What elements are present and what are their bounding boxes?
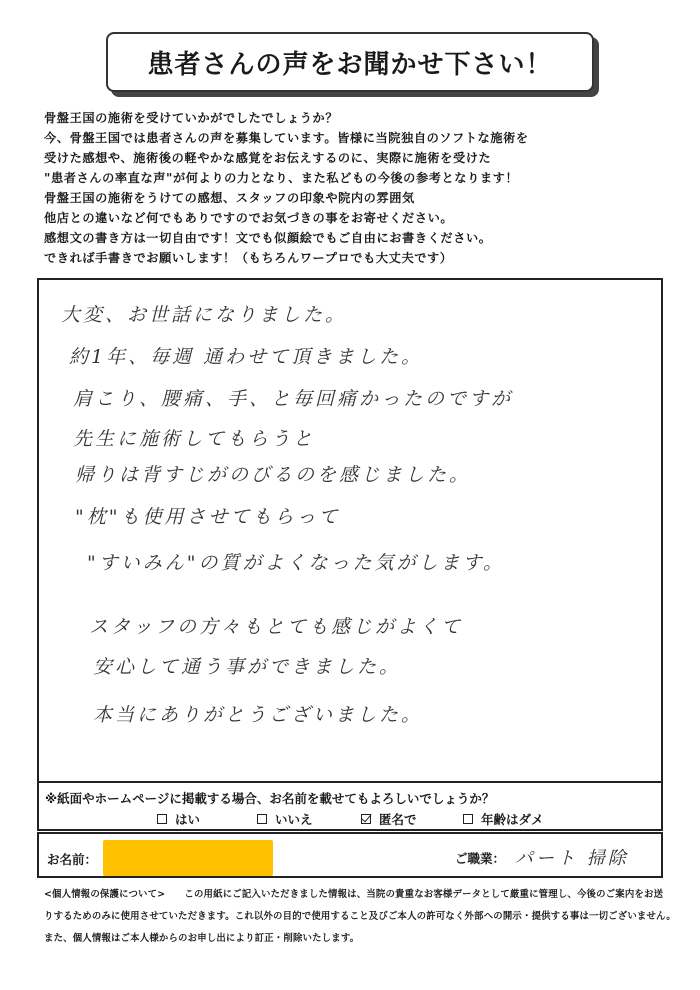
name-redaction [103,840,273,876]
privacy-line: りするためのみに使用させていただきます。これ以外の目的で使用すること及びご本人の許可なく外部への開示・提供する事は一切ございません。 [44,911,676,922]
checkbox[interactable] [463,814,473,824]
privacy-notice [44,884,676,950]
consent-option-anonymous[interactable] [361,810,463,828]
message-line: 安心して通う事ができました。 [93,656,402,678]
option-label: 匿名で [379,812,417,827]
option-label: いいえ [275,812,313,827]
message-line: 大変、お世話になりました。 [61,304,348,326]
page-title: 患者さんの声をお聞かせ下さい！ [147,49,553,80]
message-line: 先生に施術してもらうと [73,428,316,450]
message-line: スタッフの方々もとても感じがよくて [89,616,464,638]
consent-options [157,810,544,828]
checkbox[interactable] [157,814,167,824]
consent-option-no[interactable] [257,810,361,828]
consent-question: ※紙面やホームページに掲載する場合、お名前を載せてもよろしいでしょうか？ [45,791,495,806]
consent-option-yes[interactable] [157,810,257,828]
job-value: パート 掃除 [515,848,629,869]
message-line: 本当にありがとうございました。 [93,704,424,726]
intro-line: 他店との違いなど何でもありですのでお気づきの事をお寄せください。 [44,211,454,225]
message-line: "枕"も使用させてもらって [75,506,341,528]
job-label: ご職業： [455,851,506,866]
title-box [106,32,594,92]
intro-line: 骨盤王国の施術をうけての感想、スタッフの印象や院内の雰囲気 [44,191,415,205]
message-line: 帰りは背すじがのびるのを感じました。 [75,464,472,486]
intro-line: できれば手書きでお願いします！（もちろんワープロでも大丈夫です） [44,251,453,265]
message-line: 肩こり、腰痛、手、と毎回痛かったのですが [73,388,514,410]
consent-option-no-age[interactable] [463,810,544,828]
message-line: "すいみん"の質がよくなった気がします。 [87,552,505,574]
intro-line: 今、骨盤王国では患者さんの声を募集しています。皆様に当院独自のソフトな施術を [44,131,529,145]
privacy-line: <個人情報の保護について> この用紙にご記入いただきました情報は、当院の貴重なお客様データとして厳重に管理し、今後のご案内をお送 [44,889,664,900]
privacy-line: また、個人情報はご本人様からのお申し出により訂正・削除いたします。 [44,933,360,944]
option-label: 年齢はダメ [481,812,544,827]
intro-text [44,108,664,268]
intro-line: 感想文の書き方は一切自由です！文でも似顔絵でもご自由にお書きください。 [44,231,492,245]
message-line: 約1年、毎週 通わせて頂きました。 [69,346,424,368]
intro-line: 受けた感想や、施術後の軽やかな感覚をお伝えするのに、実際に施術を受けた [44,151,492,165]
name-job-section [37,832,663,878]
intro-line: "患者さんの率直な声"が何よりの力となり、また私どもの今後の参考となります！ [44,171,519,185]
intro-line: 骨盤王国の施術を受けていかがでしたでしょうか？ [44,111,339,125]
checkbox[interactable] [257,814,267,824]
consent-section [37,783,663,831]
handwritten-message-box [37,278,663,783]
option-label: はい [175,812,201,827]
name-label: お名前： [47,852,98,867]
checkbox-checked[interactable] [361,814,371,824]
